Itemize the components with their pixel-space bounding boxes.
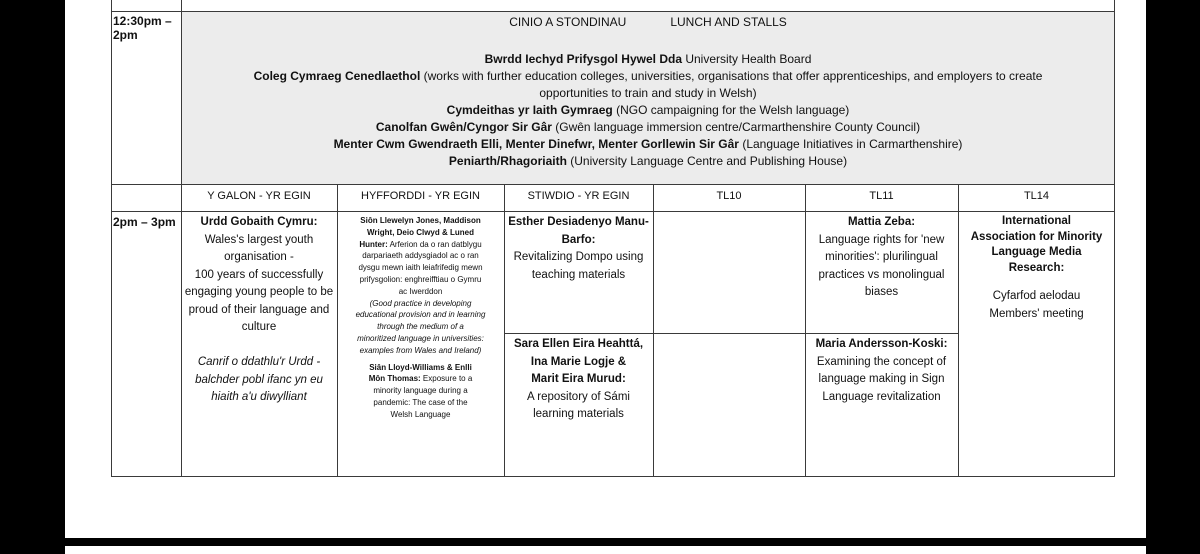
hyfforddi-text-line: prifysgolion: enghreifftiau o Gymru xyxy=(359,274,482,284)
stall-desc: University Health Board xyxy=(682,52,812,66)
stall-name: Menter Cwm Gwendraeth Elli, Menter Dinefwr, Menter Gorllewin Sir Gâr xyxy=(333,137,739,151)
galon-line: proud of their language and xyxy=(188,303,330,316)
tl14-title: Association for Minority xyxy=(970,230,1103,243)
tl11-2-title: Maria Andersson-Koski: xyxy=(815,338,948,350)
hyfforddi-authors-2-last: Môn Thomas: xyxy=(368,374,421,384)
galon-line: culture xyxy=(241,321,277,333)
stall-line xyxy=(181,102,1115,119)
stiwdio-1-title: Barfo: xyxy=(561,233,596,246)
next-page-edge xyxy=(65,546,1146,554)
galon-line: organisation - xyxy=(224,251,294,263)
column-divider xyxy=(653,184,654,477)
cell-divider xyxy=(504,333,958,334)
tl11-2-line: Language revitalization xyxy=(822,390,941,403)
tl11-session-2 xyxy=(806,336,957,406)
tl11-1-line: biases xyxy=(864,286,899,298)
row-divider xyxy=(111,184,1115,185)
hyfforddi-authors: Siôn Llewelyn Jones, Maddison xyxy=(360,216,481,225)
stall-desc: opportunities to train and study in Welsh) xyxy=(539,86,757,100)
stall-line xyxy=(181,51,1115,68)
tl11-session-1 xyxy=(806,214,957,302)
stall-name: Bwrdd Iechyd Prifysgol Hywel Dda xyxy=(484,52,682,66)
column-header-hyfforddi: HYFFORDDI - YR EGIN xyxy=(361,190,480,202)
stall-line xyxy=(181,85,1115,102)
session-time: 2pm – 3pm xyxy=(113,215,176,229)
stall-desc: (works with further education colleges, universities, organisations that offer apprenticeships, and employers to create xyxy=(420,69,1043,83)
hyfforddi-session xyxy=(338,215,503,421)
stiwdio-2-title: Sara Ellen Eira Heahttá, xyxy=(513,338,644,350)
hyfforddi-text-line xyxy=(338,373,503,385)
tl14-line: Members' meeting xyxy=(989,307,1084,320)
tl11-1-line: practices vs monolingual xyxy=(818,268,945,281)
stall-name: Coleg Cymraeg Cenedlaethol xyxy=(253,69,421,83)
hyfforddi-text-line: darpariaeth addysgiadol ac o ran xyxy=(362,251,479,261)
hyfforddi-text-line xyxy=(338,239,503,251)
tl14-line: Cyfarfod aelodau xyxy=(992,290,1081,302)
stall-desc: (Language Initiatives in Carmarthenshire) xyxy=(738,137,963,151)
column-header-tl14: TL14 xyxy=(1023,190,1050,202)
tl14-title: Language Media xyxy=(991,246,1082,258)
hyfforddi-text-line: Welsh Language xyxy=(390,409,451,419)
stiwdio-2-line: learning materials xyxy=(533,408,624,420)
galon-welsh-line: Canrif o ddathlu'r Urdd - xyxy=(197,356,321,368)
stiwdio-2-title: Ina Marie Logje & xyxy=(530,355,627,368)
hyfforddi-authors-2: Siân Lloyd-Williams & Enlli xyxy=(369,362,472,372)
row-divider xyxy=(111,11,1115,12)
hyfforddi-text-line: ac Iwerddon xyxy=(398,286,443,296)
lunch-title-welsh: CINIO A STONDINAU xyxy=(509,15,627,29)
hyfforddi-english-line: minoritized language in universities: xyxy=(357,333,484,343)
stall-line xyxy=(181,119,1115,136)
stiwdio-session-1 xyxy=(505,214,652,284)
hyfforddi-authors-last: Hunter: xyxy=(359,239,388,249)
stall-name: Cymdeithas yr Iaith Gymraeg xyxy=(446,103,613,117)
column-header-stiwdio: STIWDIO - YR EGIN xyxy=(527,190,630,202)
tl14-title: Research: xyxy=(1008,261,1065,274)
galon-line: Wales's largest youth xyxy=(204,233,314,246)
hyfforddi-text-line: pandemic: The case of the xyxy=(373,397,468,407)
row-divider xyxy=(111,211,1115,212)
stiwdio-1-line: Revitalizing Dompo using xyxy=(513,251,644,263)
galon-session xyxy=(182,214,336,407)
stall-desc: (NGO campaigning for the Welsh language) xyxy=(612,103,850,117)
tl14-session xyxy=(959,214,1114,323)
stiwdio-1-title: Esther Desiadenyo Manu- xyxy=(508,216,649,228)
column-header-y-galon: Y GALON - YR EGIN xyxy=(207,190,311,202)
lunch-time: 12:30pm – 2pm xyxy=(113,14,172,42)
galon-line: 100 years of successfully xyxy=(194,268,324,281)
stiwdio-1-line: teaching materials xyxy=(531,268,626,281)
galon-line: engaging young people to be xyxy=(184,286,334,298)
hyfforddi-english-line: educational provision and in learning xyxy=(355,310,486,320)
lunch-title-english: LUNCH AND STALLS xyxy=(670,15,787,29)
hyfforddi-text-2-first: Exposure to a xyxy=(420,374,473,384)
hyfforddi-text-first: Arferion da o ran datblygu xyxy=(387,239,482,249)
hyfforddi-authors: Wright, Deio Clwyd & Luned xyxy=(367,227,474,237)
tl11-2-line: language making in Sign xyxy=(818,373,945,385)
galon-title: Urdd Gobaith Cymru: xyxy=(200,216,318,228)
galon-welsh-line: balchder pobl ifanc yn eu xyxy=(195,373,323,386)
stall-line xyxy=(181,136,1115,153)
tl11-1-line: minorities': plurilingual xyxy=(825,251,938,263)
column-header-tl11: TL11 xyxy=(869,190,894,202)
stiwdio-2-title: Marit Eira Murud: xyxy=(531,373,626,385)
hyfforddi-text-line: minority language during a xyxy=(373,386,468,396)
stall-line xyxy=(181,153,1115,170)
tl11-1-line: Language rights for 'new xyxy=(818,233,945,246)
hyfforddi-english-line: (Good practice in developing xyxy=(369,298,472,308)
galon-welsh-line: hiaith a'u diwylliant xyxy=(211,391,307,403)
stall-desc: (University Language Centre and Publishing House) xyxy=(566,154,848,168)
lunch-title xyxy=(181,14,1115,31)
tl11-1-title: Mattia Zeba: xyxy=(847,216,916,228)
stall-name: Canolfan Gwên/Cyngor Sir Gâr xyxy=(375,120,552,134)
stall-desc: (Gwên language immersion centre/Carmarthenshire County Council) xyxy=(551,120,921,134)
stall-name: Peniarth/Rhagoriaith xyxy=(448,154,567,168)
tl11-2-line: Examining the concept of xyxy=(816,355,947,368)
stiwdio-2-line: A repository of Sámi xyxy=(527,390,630,403)
hyfforddi-text-line: dysgu mewn iaith leiafrifedig mewn xyxy=(358,263,483,273)
hyfforddi-english-line: through the medium of a xyxy=(377,322,464,332)
hyfforddi-english-line: examples from Wales and Ireland) xyxy=(359,345,482,355)
column-header-tl10: TL10 xyxy=(716,190,742,202)
tl14-title: International xyxy=(1001,215,1071,227)
stall-line xyxy=(181,68,1115,85)
stiwdio-session-2 xyxy=(505,336,652,424)
